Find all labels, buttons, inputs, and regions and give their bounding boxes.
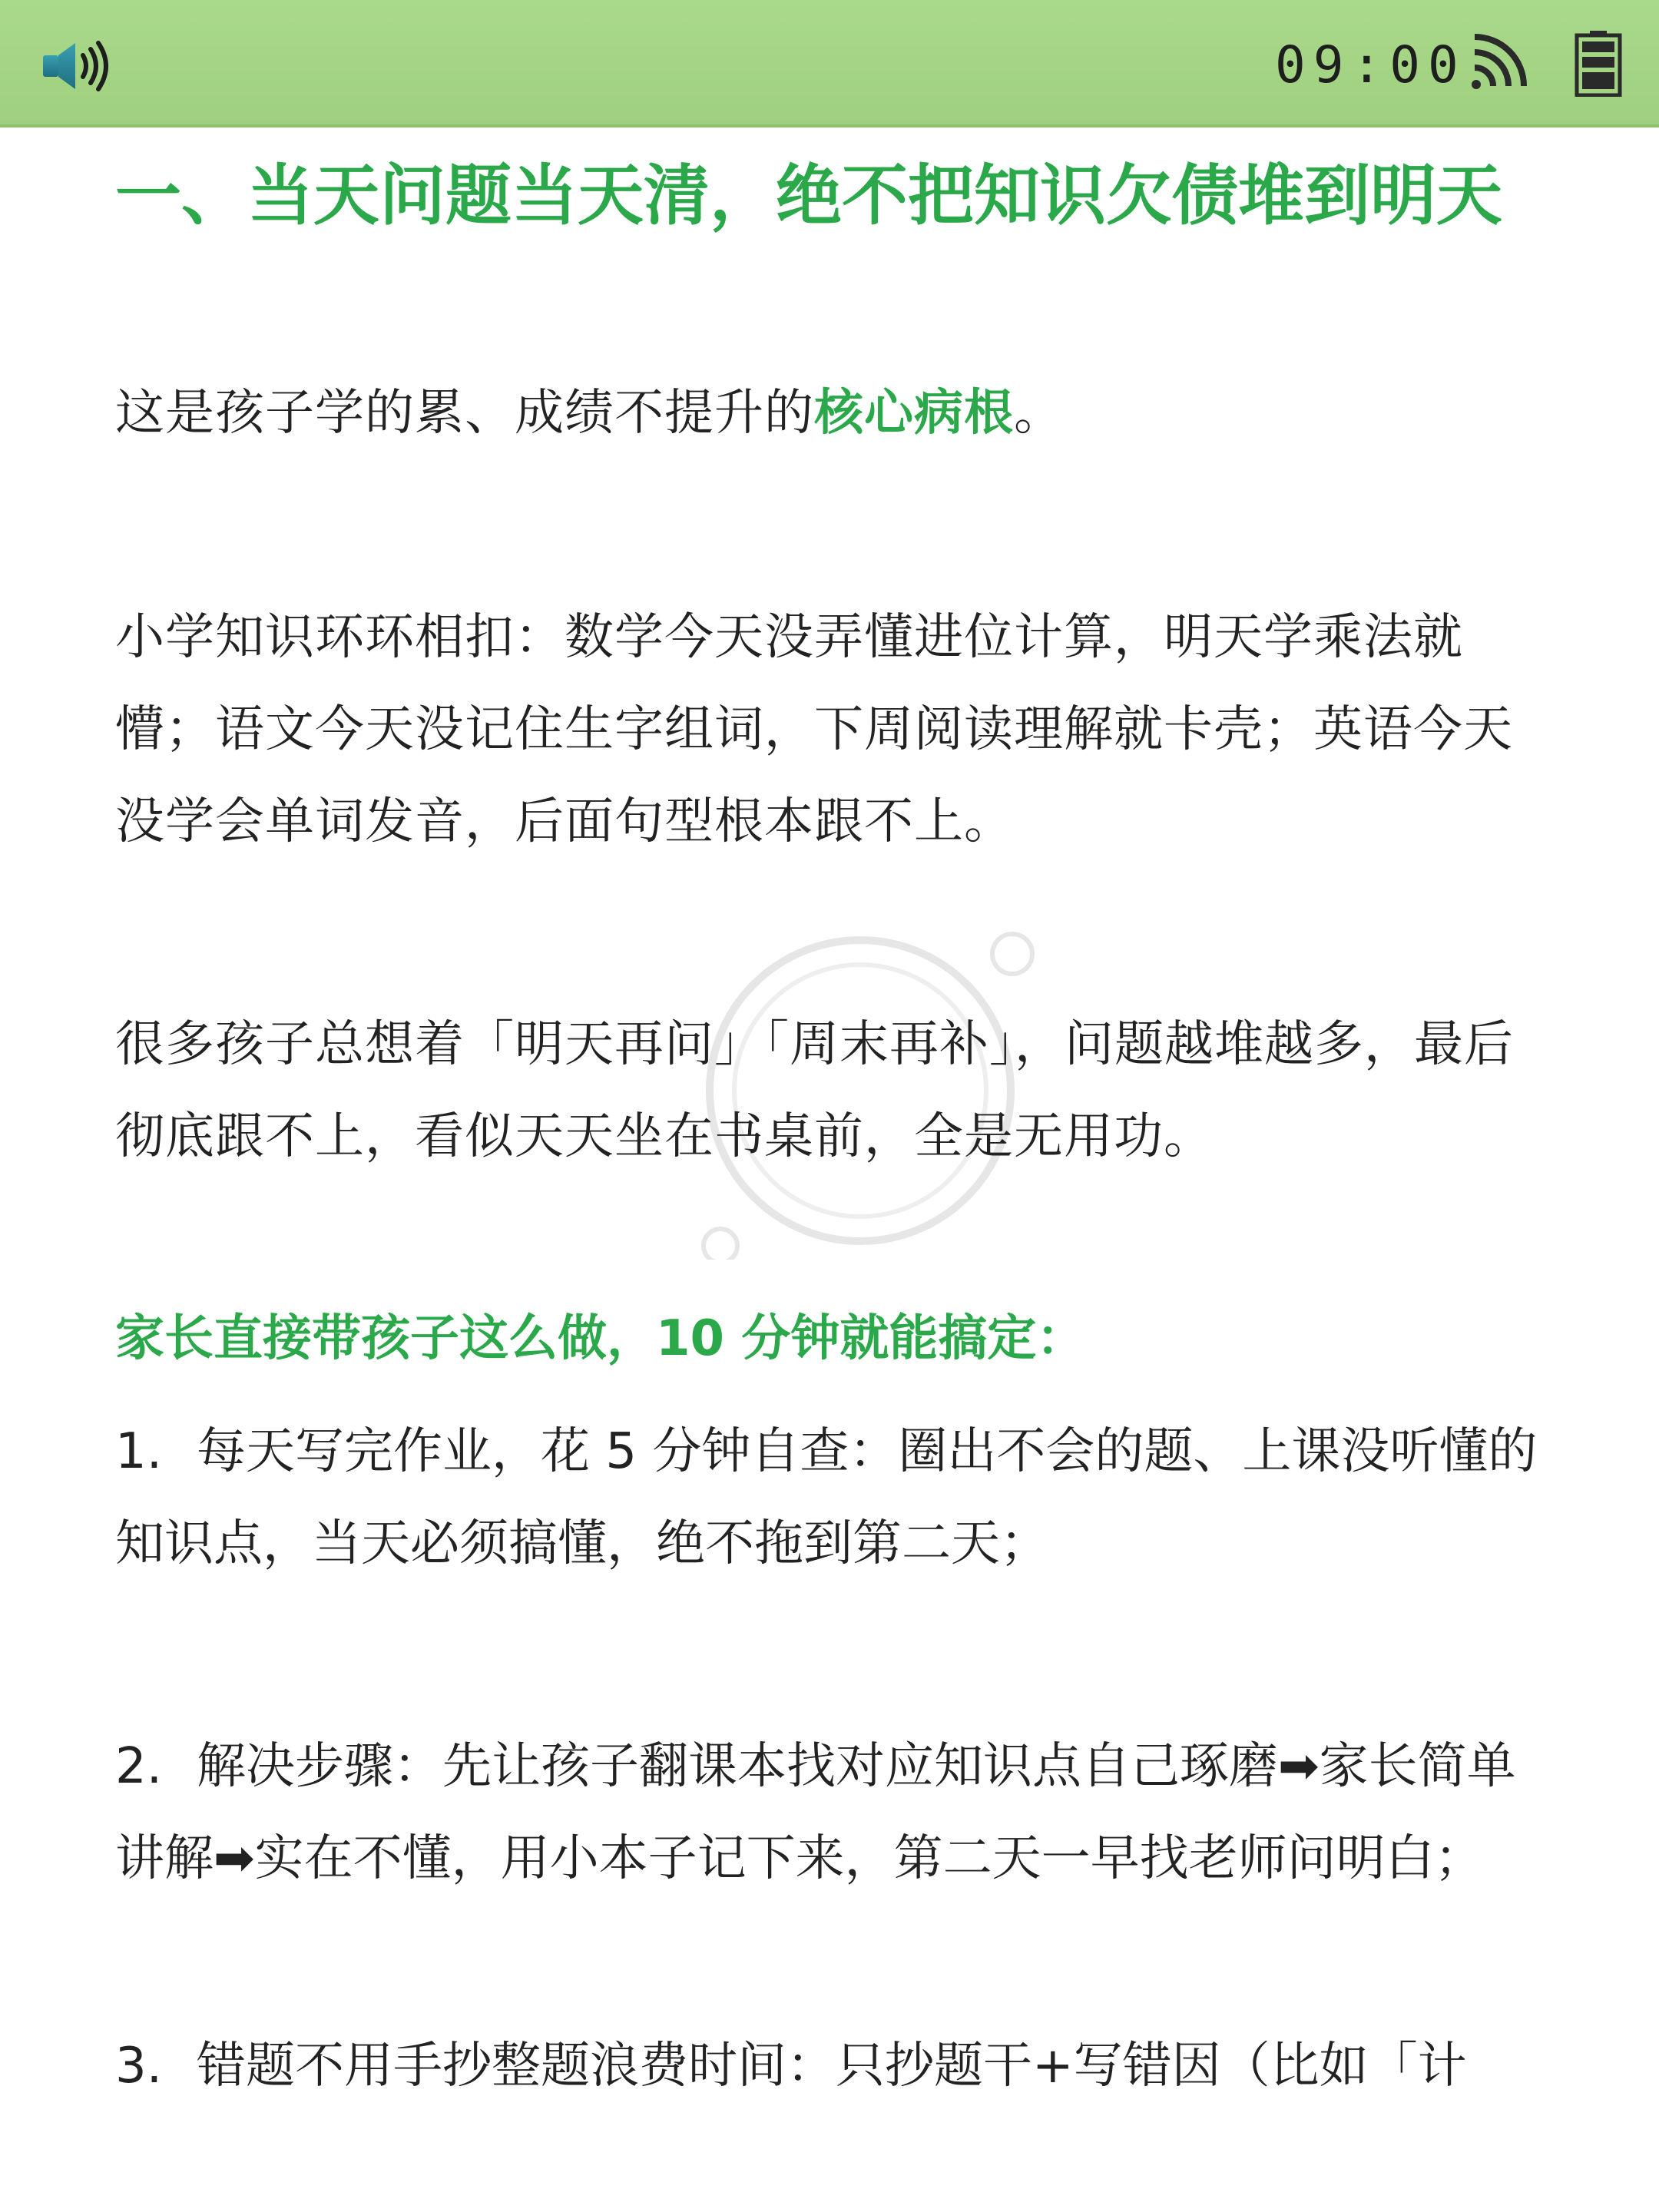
list-text: 解决步骤：先让孩子翻课本找对应知识点自己琢磨➡家长简单讲解➡实在不懂，用小本子记下来，第二天一早找老师问明白； — [115, 1738, 1516, 1887]
list-number: 3. — [115, 2038, 163, 2094]
battery-icon — [1575, 31, 1622, 97]
list-number: 2. — [115, 1738, 163, 1795]
intro-paragraph — [115, 367, 1551, 459]
section-heading: 一、当天问题当天清，绝不把知识欠债堆到明天 — [115, 157, 1502, 234]
highlight-text: 核心病根 — [814, 385, 1014, 442]
list-number: 1. — [115, 1423, 163, 1480]
list-item — [115, 1720, 1551, 1905]
intro-text: 这是孩子学的累、成绩不提升的 — [115, 385, 814, 442]
list-text: 错题不用手抄整题浪费时间：只抄题干+写错因（比如「计 — [197, 2038, 1467, 2094]
list-item — [115, 2020, 1551, 2112]
signal-icon — [1467, 31, 1536, 92]
knowledge-paragraph: 小学知识环环相扣：数学今天没弄懂进位计算，明天学乘法就懵；语文今天没记住生字组词，下周阅读理解就卡壳；英语今天没学会单词发音，后面句型根本跟不上。 — [115, 609, 1513, 850]
intro-end: 。 — [1014, 385, 1064, 442]
method-subheading: 家长直接带孩子这么做，10 分钟就能搞定： — [115, 1310, 1086, 1367]
procrastination-paragraph: 很多孩子总想着「明天再问」「周末再补」，问题越堆越多，最后彻底跟不上，看似天天坐在书桌前，全是无用功。 — [115, 1016, 1514, 1165]
list-text: 每天写完作业，花 5 分钟自查：圈出不会的题、上课没听懂的知识点，当天必须搞懂，绝不拖到第二天； — [115, 1423, 1538, 1572]
status-bar — [0, 0, 1659, 127]
clock: 09:00 — [1275, 35, 1466, 94]
speaker-icon[interactable] — [40, 37, 117, 95]
list-item — [115, 1406, 1551, 1590]
